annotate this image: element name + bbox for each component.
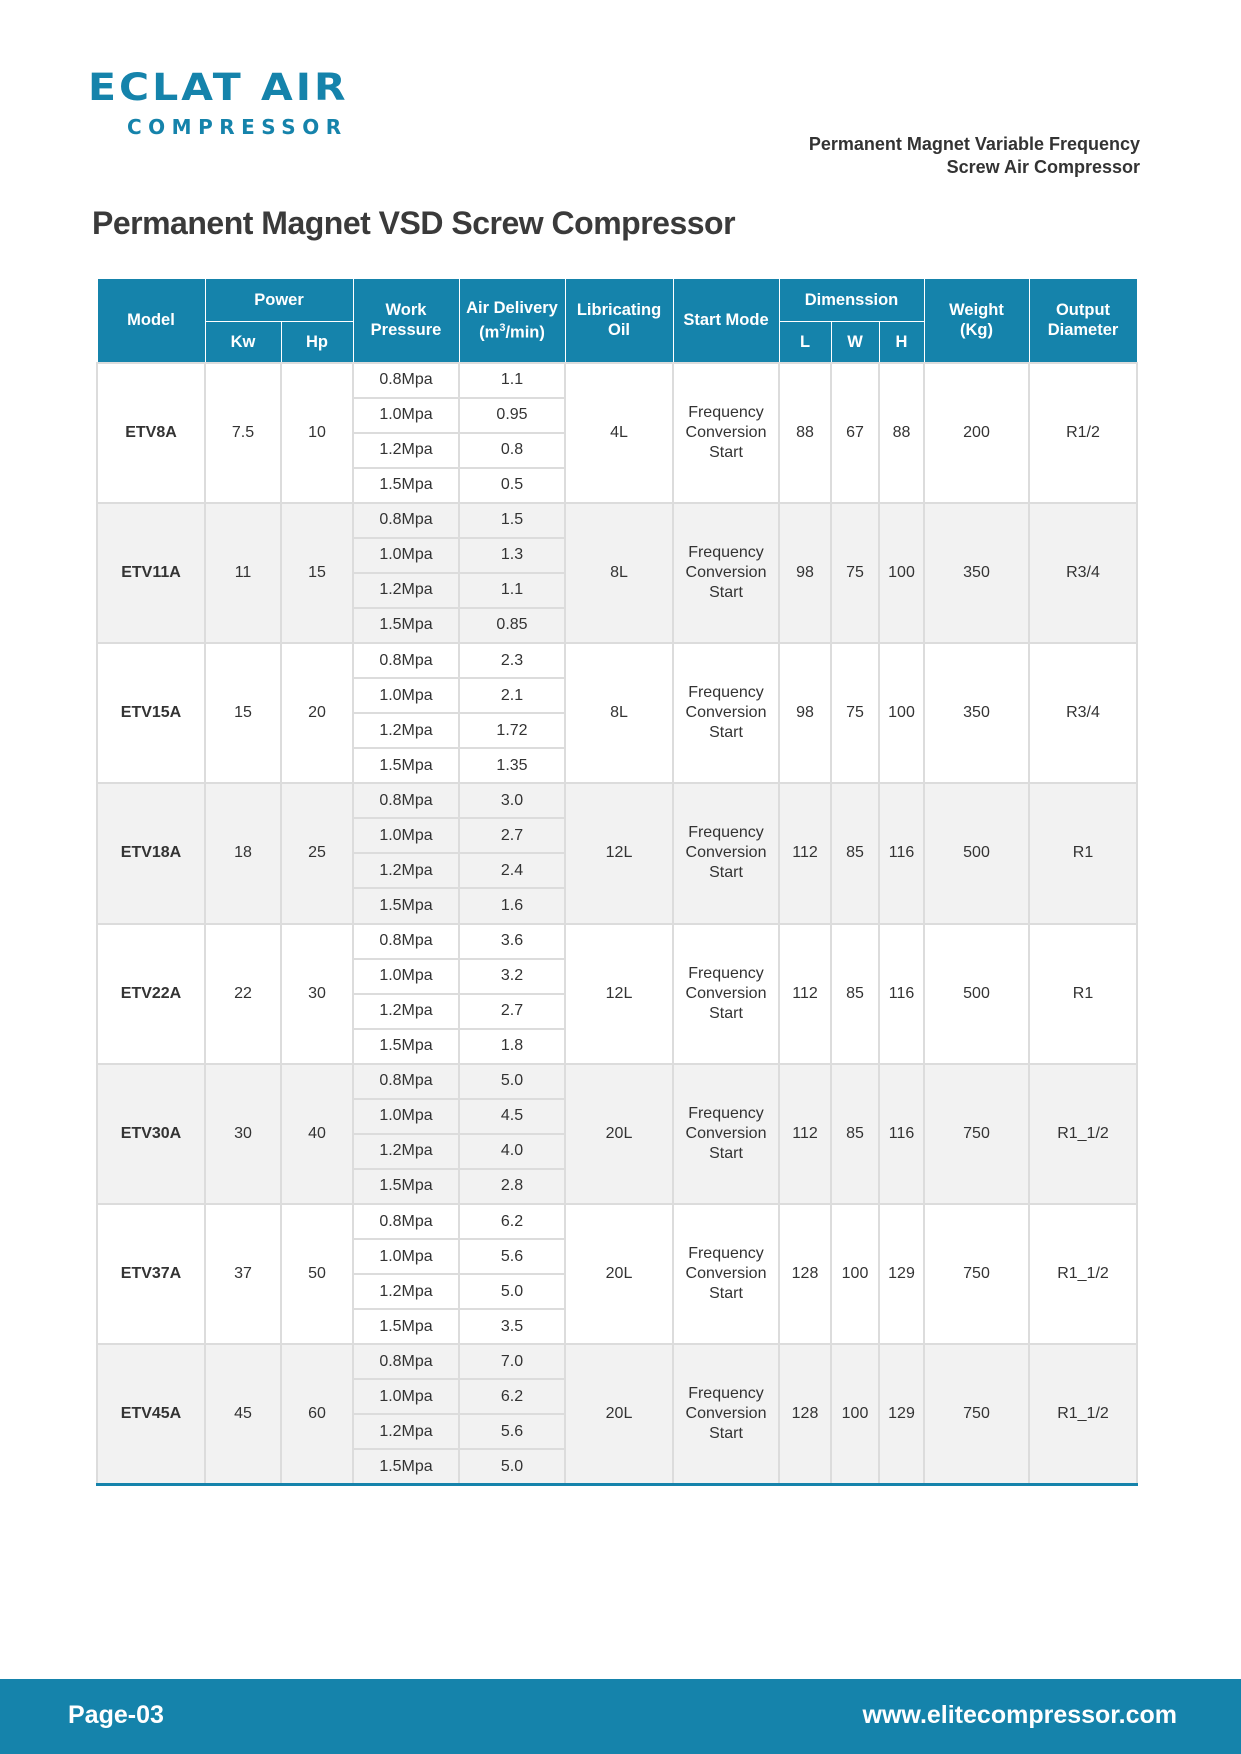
cell-output-diameter: R3/4 <box>1029 643 1137 783</box>
cell-work-pressure: 0.8Mpa <box>353 363 459 398</box>
cell-air-delivery: 1.1 <box>459 573 565 608</box>
cell-oil: 12L <box>565 924 673 1064</box>
cell-air-delivery: 6.2 <box>459 1204 565 1239</box>
cell-output-diameter: R1 <box>1029 783 1137 923</box>
cell-work-pressure: 1.0Mpa <box>353 398 459 433</box>
model-row-group <box>97 363 1137 503</box>
footer-website-link[interactable]: www.elitecompressor.com <box>862 1701 1177 1729</box>
cell-start-mode <box>673 503 779 643</box>
cell-air-delivery: 6.2 <box>459 1379 565 1414</box>
cell-dim-h: 116 <box>879 783 924 923</box>
start-mode-line: Frequency <box>688 403 764 421</box>
cell-work-pressure: 1.0Mpa <box>353 818 459 853</box>
cell-work-pressure: 1.0Mpa <box>353 1099 459 1134</box>
cell-work-pressure: 1.2Mpa <box>353 433 459 468</box>
cell-oil: 12L <box>565 783 673 923</box>
header-kw: Kw <box>205 322 281 363</box>
header-work-pressure-line1: Work <box>385 301 427 320</box>
header-height: H <box>879 322 924 363</box>
cell-dim-h: 116 <box>879 924 924 1064</box>
cell-work-pressure: 0.8Mpa <box>353 1204 459 1239</box>
cell-work-pressure: 1.2Mpa <box>353 713 459 748</box>
cell-model: ETV15A <box>97 643 205 783</box>
cell-work-pressure: 0.8Mpa <box>353 503 459 538</box>
start-mode-line: Start <box>709 724 743 742</box>
cell-dim-h: 100 <box>879 643 924 783</box>
cell-start-mode <box>673 924 779 1064</box>
header-hp: Hp <box>281 322 353 363</box>
cell-hp: 40 <box>281 1064 353 1204</box>
model-row-group <box>97 924 1137 1064</box>
cell-dim-l: 128 <box>779 1204 831 1344</box>
cell-work-pressure: 1.5Mpa <box>353 1029 459 1064</box>
cell-work-pressure: 1.2Mpa <box>353 1414 459 1449</box>
cell-oil: 20L <box>565 1204 673 1344</box>
cell-dim-h: 100 <box>879 503 924 643</box>
cell-start-mode <box>673 783 779 923</box>
header-air-delivery <box>459 279 565 363</box>
cell-weight: 350 <box>924 503 1029 643</box>
cell-work-pressure: 0.8Mpa <box>353 1064 459 1099</box>
document-subtitle-line1: Permanent Magnet Variable Frequency <box>808 134 1140 154</box>
cell-model: ETV30A <box>97 1064 205 1204</box>
company-logo <box>88 66 388 146</box>
cell-air-delivery: 2.1 <box>459 678 565 713</box>
cell-air-delivery: 3.2 <box>459 959 565 994</box>
cell-work-pressure: 1.0Mpa <box>353 959 459 994</box>
start-mode-line: Frequency <box>688 1245 764 1263</box>
cell-work-pressure: 0.8Mpa <box>353 1344 459 1379</box>
cell-work-pressure: 1.5Mpa <box>353 468 459 503</box>
cell-work-pressure: 1.2Mpa <box>353 573 459 608</box>
header-output-diameter <box>1029 279 1137 363</box>
cell-output-diameter: R1_1/2 <box>1029 1064 1137 1204</box>
cell-dim-l: 112 <box>779 924 831 1064</box>
cell-model: ETV45A <box>97 1344 205 1484</box>
cell-air-delivery: 1.3 <box>459 538 565 573</box>
header-power: Power <box>205 279 353 322</box>
cell-air-delivery: 1.72 <box>459 713 565 748</box>
cell-dim-l: 112 <box>779 1064 831 1204</box>
cell-work-pressure: 1.5Mpa <box>353 748 459 783</box>
footer-bar <box>0 1679 1241 1754</box>
cell-kw: 15 <box>205 643 281 783</box>
cell-air-delivery: 5.0 <box>459 1449 565 1484</box>
cell-kw: 45 <box>205 1344 281 1484</box>
header-dimension: Dimenssion <box>779 279 924 322</box>
spec-table <box>96 278 1138 1486</box>
cell-hp: 60 <box>281 1344 353 1484</box>
cell-work-pressure: 1.2Mpa <box>353 1274 459 1309</box>
cell-dim-l: 112 <box>779 783 831 923</box>
cell-air-delivery: 2.4 <box>459 853 565 888</box>
start-mode-line: Frequency <box>688 543 764 561</box>
header-air-delivery-unit-suffix: /min) <box>505 323 545 342</box>
cell-air-delivery: 0.8 <box>459 433 565 468</box>
header-air-delivery-unit-exponent: 3 <box>499 322 506 334</box>
cell-weight: 750 <box>924 1344 1029 1484</box>
document-subtitle-line2: Screw Air Compressor <box>946 157 1140 177</box>
cell-dim-w: 67 <box>831 363 879 503</box>
start-mode-line: Conversion <box>685 844 767 862</box>
cell-air-delivery: 2.3 <box>459 643 565 678</box>
cell-work-pressure: 1.5Mpa <box>353 888 459 923</box>
header-lubricating-oil-line2: Oil <box>607 321 630 340</box>
cell-work-pressure: 1.5Mpa <box>353 1309 459 1344</box>
cell-weight: 750 <box>924 1204 1029 1344</box>
cell-output-diameter: R1/2 <box>1029 363 1137 503</box>
cell-air-delivery: 3.0 <box>459 783 565 818</box>
cell-work-pressure: 0.8Mpa <box>353 643 459 678</box>
cell-air-delivery: 2.8 <box>459 1169 565 1204</box>
start-mode-line: Start <box>709 1425 743 1443</box>
start-mode-line: Start <box>709 864 743 882</box>
cell-dim-l: 98 <box>779 643 831 783</box>
model-row-group <box>97 643 1137 783</box>
start-mode-line: Start <box>709 443 743 461</box>
page-title: Permanent Magnet VSD Screw Compressor <box>92 205 736 241</box>
cell-output-diameter: R3/4 <box>1029 503 1137 643</box>
header-start-mode: Start Mode <box>673 279 779 363</box>
header-lubricating-oil-line1: Libricating <box>576 301 662 320</box>
cell-air-delivery: 3.5 <box>459 1309 565 1344</box>
table-header <box>97 279 1137 363</box>
cell-hp: 10 <box>281 363 353 503</box>
cell-hp: 30 <box>281 924 353 1064</box>
cell-dim-w: 85 <box>831 924 879 1064</box>
cell-dim-w: 85 <box>831 1064 879 1204</box>
header-work-pressure-line2: Pressure <box>370 321 442 340</box>
cell-air-delivery: 0.85 <box>459 608 565 643</box>
cell-start-mode <box>673 363 779 503</box>
header-weight-line2: (Kg) <box>960 321 993 340</box>
cell-dim-h: 129 <box>879 1204 924 1344</box>
cell-work-pressure: 1.5Mpa <box>353 1169 459 1204</box>
cell-air-delivery: 0.5 <box>459 468 565 503</box>
cell-oil: 20L <box>565 1064 673 1204</box>
model-row-group <box>97 783 1137 923</box>
cell-model: ETV22A <box>97 924 205 1064</box>
cell-model: ETV37A <box>97 1204 205 1344</box>
cell-kw: 37 <box>205 1204 281 1344</box>
cell-weight: 350 <box>924 643 1029 783</box>
cell-output-diameter: R1_1/2 <box>1029 1204 1137 1344</box>
cell-start-mode <box>673 1064 779 1204</box>
cell-kw: 11 <box>205 503 281 643</box>
cell-work-pressure: 0.8Mpa <box>353 783 459 818</box>
cell-dim-w: 75 <box>831 503 879 643</box>
start-mode-line: Conversion <box>685 1124 767 1142</box>
footer-page-number: Page-03 <box>68 1701 164 1729</box>
cell-dim-w: 75 <box>831 643 879 783</box>
cell-air-delivery: 0.95 <box>459 398 565 433</box>
cell-work-pressure: 1.2Mpa <box>353 1134 459 1169</box>
cell-air-delivery: 1.6 <box>459 888 565 923</box>
cell-oil: 4L <box>565 363 673 503</box>
cell-work-pressure: 1.2Mpa <box>353 994 459 1029</box>
cell-weight: 500 <box>924 924 1029 1064</box>
cell-kw: 22 <box>205 924 281 1064</box>
cell-dim-h: 116 <box>879 1064 924 1204</box>
header-width: W <box>831 322 879 363</box>
start-mode-line: Conversion <box>685 984 767 1002</box>
table-row <box>97 783 1137 818</box>
cell-work-pressure: 0.8Mpa <box>353 924 459 959</box>
cell-air-delivery: 5.6 <box>459 1414 565 1449</box>
cell-hp: 20 <box>281 643 353 783</box>
cell-air-delivery: 4.0 <box>459 1134 565 1169</box>
header-lubricating-oil <box>565 279 673 363</box>
spec-table-container <box>96 278 1136 1486</box>
header-output-diameter-line2: Diameter <box>1047 321 1119 340</box>
model-row-group <box>97 1064 1137 1204</box>
cell-start-mode <box>673 1344 779 1484</box>
table-row <box>97 1064 1137 1099</box>
cell-dim-w: 100 <box>831 1344 879 1484</box>
start-mode-line: Start <box>709 583 743 601</box>
start-mode-line: Frequency <box>688 1385 764 1403</box>
start-mode-line: Conversion <box>685 1405 767 1423</box>
model-row-group <box>97 1344 1137 1484</box>
cell-work-pressure: 1.0Mpa <box>353 678 459 713</box>
logo-sub-text: COMPRESSOR <box>127 115 348 139</box>
header-weight <box>924 279 1029 363</box>
cell-output-diameter: R1 <box>1029 924 1137 1064</box>
cell-air-delivery: 3.6 <box>459 924 565 959</box>
cell-air-delivery: 1.1 <box>459 363 565 398</box>
start-mode-line: Start <box>709 1285 743 1303</box>
cell-dim-l: 88 <box>779 363 831 503</box>
cell-kw: 30 <box>205 1064 281 1204</box>
start-mode-line: Start <box>709 1004 743 1022</box>
table-row <box>97 1344 1137 1379</box>
header-work-pressure <box>353 279 459 363</box>
header-air-delivery-line1: Air Delivery <box>466 299 558 317</box>
start-mode-line: Start <box>709 1144 743 1162</box>
cell-oil: 8L <box>565 643 673 783</box>
cell-air-delivery: 5.0 <box>459 1274 565 1309</box>
cell-work-pressure: 1.5Mpa <box>353 1449 459 1484</box>
cell-hp: 50 <box>281 1204 353 1344</box>
cell-work-pressure: 1.2Mpa <box>353 853 459 888</box>
model-row-group <box>97 503 1137 643</box>
cell-dim-h: 88 <box>879 363 924 503</box>
header-weight-line1: Weight <box>949 301 1004 320</box>
table-row <box>97 924 1137 959</box>
cell-work-pressure: 1.5Mpa <box>353 608 459 643</box>
document-subtitle <box>809 133 1140 179</box>
cell-kw: 18 <box>205 783 281 923</box>
cell-start-mode <box>673 643 779 783</box>
header-length: L <box>779 322 831 363</box>
cell-start-mode <box>673 1204 779 1344</box>
cell-model: ETV8A <box>97 363 205 503</box>
cell-hp: 25 <box>281 783 353 923</box>
cell-work-pressure: 1.0Mpa <box>353 538 459 573</box>
table-row <box>97 643 1137 678</box>
cell-air-delivery: 1.5 <box>459 503 565 538</box>
cell-air-delivery: 2.7 <box>459 994 565 1029</box>
start-mode-line: Frequency <box>688 824 764 842</box>
cell-hp: 15 <box>281 503 353 643</box>
cell-oil: 20L <box>565 1344 673 1484</box>
table-row <box>97 503 1137 538</box>
header-model: Model <box>97 279 205 363</box>
cell-air-delivery: 2.7 <box>459 818 565 853</box>
cell-dim-h: 129 <box>879 1344 924 1484</box>
start-mode-line: Frequency <box>688 684 764 702</box>
cell-model: ETV18A <box>97 783 205 923</box>
start-mode-line: Conversion <box>685 423 767 441</box>
cell-output-diameter: R1_1/2 <box>1029 1344 1137 1484</box>
cell-model: ETV11A <box>97 503 205 643</box>
cell-work-pressure: 1.0Mpa <box>353 1239 459 1274</box>
cell-dim-l: 128 <box>779 1344 831 1484</box>
cell-work-pressure: 1.0Mpa <box>353 1379 459 1414</box>
header-output-diameter-line1: Output <box>1055 301 1111 320</box>
cell-dim-w: 100 <box>831 1204 879 1344</box>
cell-air-delivery: 4.5 <box>459 1099 565 1134</box>
cell-air-delivery: 1.8 <box>459 1029 565 1064</box>
logo-brand-text: ECLAT AIR <box>88 65 349 110</box>
cell-air-delivery: 1.35 <box>459 748 565 783</box>
cell-dim-l: 98 <box>779 503 831 643</box>
cell-oil: 8L <box>565 503 673 643</box>
cell-weight: 500 <box>924 783 1029 923</box>
header-air-delivery-unit-prefix: (m <box>479 323 500 342</box>
cell-air-delivery: 7.0 <box>459 1344 565 1379</box>
start-mode-line: Frequency <box>688 1104 764 1122</box>
start-mode-line: Conversion <box>685 563 767 581</box>
cell-air-delivery: 5.0 <box>459 1064 565 1099</box>
table-row <box>97 363 1137 398</box>
cell-air-delivery: 5.6 <box>459 1239 565 1274</box>
start-mode-line: Conversion <box>685 704 767 722</box>
start-mode-line: Frequency <box>688 964 764 982</box>
table-row <box>97 1204 1137 1239</box>
cell-dim-w: 85 <box>831 783 879 923</box>
model-row-group <box>97 1204 1137 1344</box>
cell-kw: 7.5 <box>205 363 281 503</box>
start-mode-line: Conversion <box>685 1265 767 1283</box>
cell-weight: 750 <box>924 1064 1029 1204</box>
cell-weight: 200 <box>924 363 1029 503</box>
